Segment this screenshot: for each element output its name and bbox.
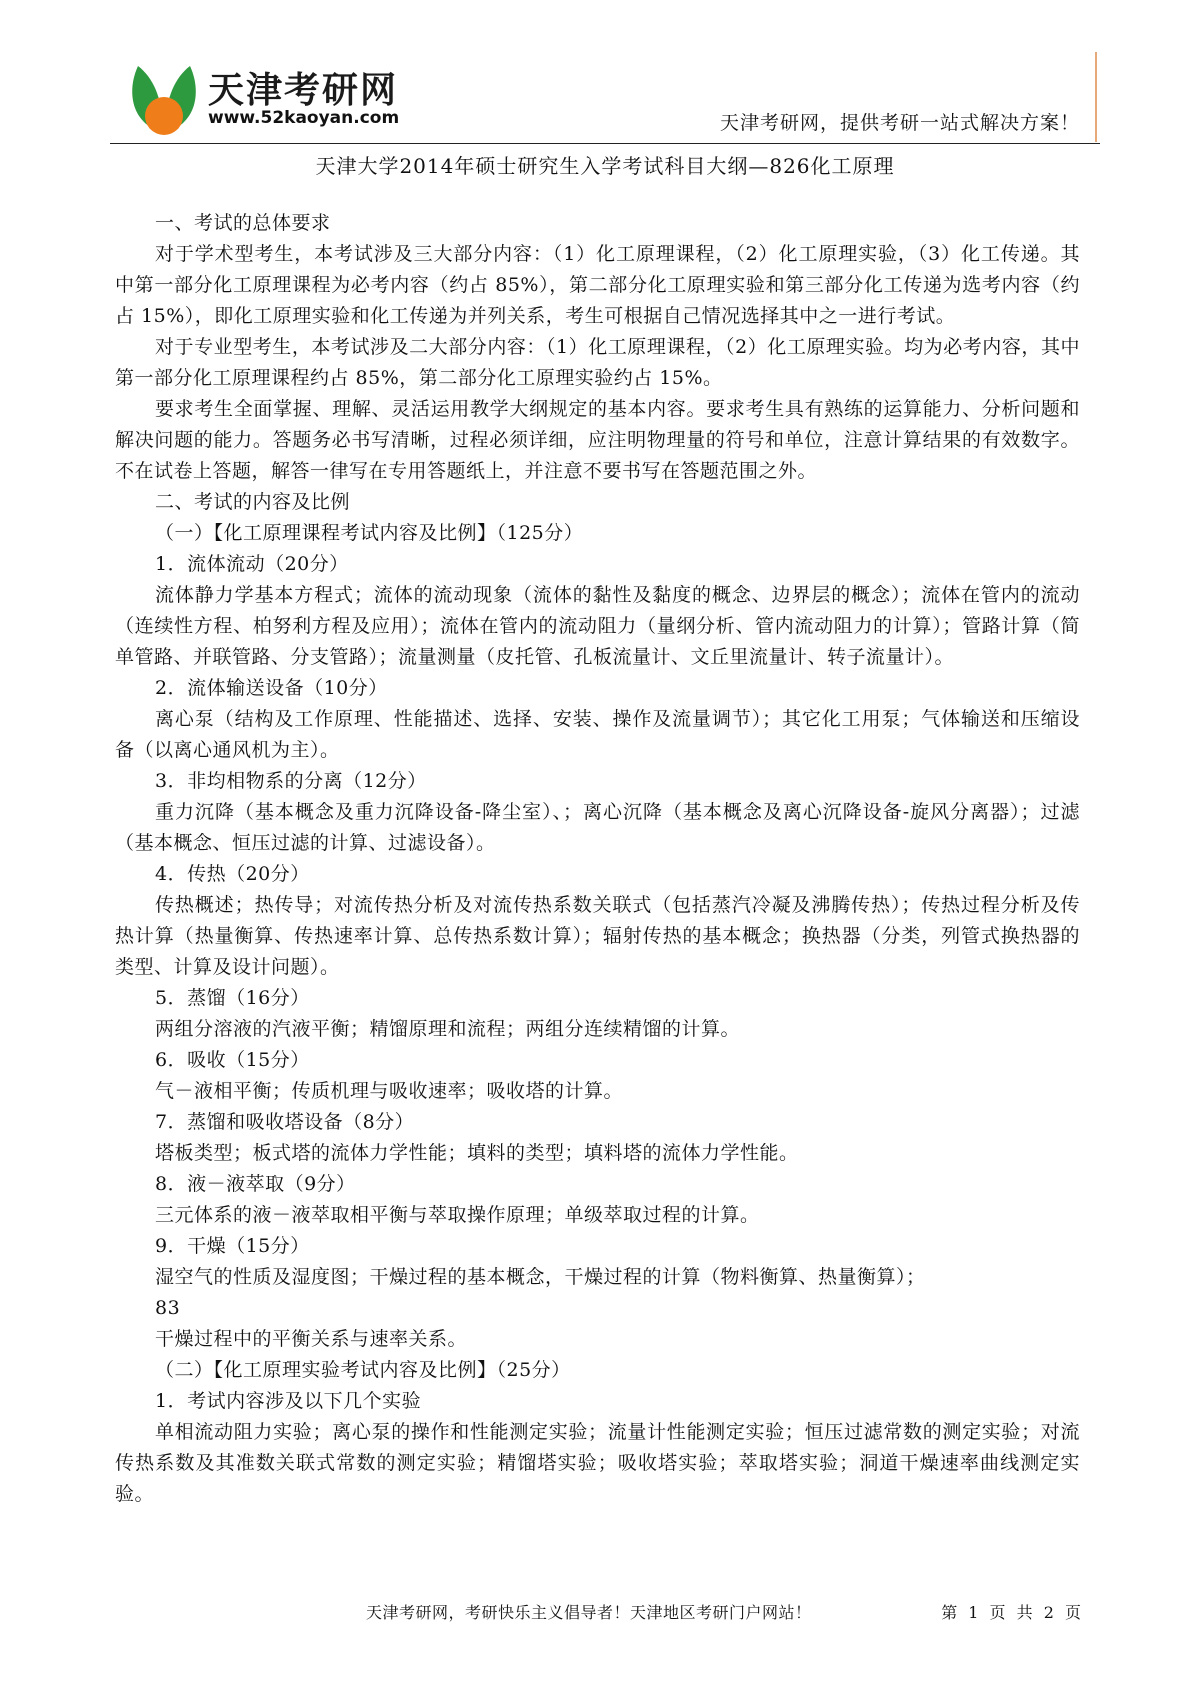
- topic-heading: 9．干燥（15分）: [155, 1235, 310, 1257]
- topic-heading: 8．液－液萃取（9分）: [155, 1173, 356, 1195]
- page-number: 第 1 页 共 2 页: [941, 1603, 1081, 1622]
- subsection-heading: （一）【化工原理课程考试内容及比例】（125分）: [155, 522, 584, 544]
- topic-heading: 6．吸收（15分）: [155, 1049, 310, 1071]
- body-paragraph: 单相流动阻力实验；离心泵的操作和性能测定实验；流量计性能测定实验；恒压过滤常数的测定实验；对流传热系数及其准数关联式常数的测定实验；精馏塔实验；吸收塔实验；萃取塔实验；洞道干燥速率曲线测定实验。: [115, 1421, 1080, 1505]
- body-paragraph: 两组分溶液的汽液平衡；精馏原理和流程；两组分连续精馏的计算。: [155, 1018, 741, 1040]
- topic-heading: 7．蒸馏和吸收塔设备（8分）: [155, 1111, 415, 1133]
- topic-heading: 1．考试内容涉及以下几个实验: [155, 1390, 422, 1412]
- body-paragraph: 对于专业型考生，本考试涉及二大部分内容：（1）化工原理课程，（2）化工原理实验。均为必考内容，其中第一部分化工原理课程约占 85%，第二部分化工原理实验约占 15%。: [115, 336, 1080, 389]
- body-paragraph: 三元体系的液－液萃取相平衡与萃取操作原理；单级萃取过程的计算。: [155, 1204, 760, 1226]
- stray-number: 83: [155, 1297, 181, 1319]
- subsection-heading: （二）【化工原理实验考试内容及比例】（25分）: [155, 1359, 571, 1381]
- site-url[interactable]: www.52kaoyan.com: [208, 108, 400, 128]
- brand-name: 天津考研网: [208, 70, 399, 111]
- section-heading: 二、考试的内容及比例: [155, 491, 351, 513]
- topic-heading: 1．流体流动（20分）: [155, 553, 349, 575]
- body-paragraph: 湿空气的性质及湿度图；干燥过程的基本概念，干燥过程的计算（物料衡算、热量衡算）；: [155, 1266, 926, 1288]
- body-paragraph: 重力沉降（基本概念及重力沉降设备-降尘室）、；离心沉降（基本概念及离心沉降设备-旋风分离器）；过滤（基本概念、恒压过滤的计算、过滤设备）。: [115, 801, 1080, 854]
- topic-heading: 3．非均相物系的分离（12分）: [155, 770, 427, 792]
- body-paragraph: 对于学术型考生，本考试涉及三大部分内容：（1）化工原理课程，（2）化工原理实验，（3）化工传递。其中第一部分化工原理课程为必考内容（约占 85%），第二部分化工原理实验和第三部分化工传递为选考内容（约占 15%），即化工原理实验和化工传递为并列关系，考生可根据自己情况选择其中之一进行考试。: [115, 243, 1080, 327]
- body-paragraph: 流体静力学基本方程式；流体的流动现象（流体的黏性及黏度的概念、边界层的概念）；流体在管内的流动（连续性方程、柏努利方程及应用）；流体在管内的流动阻力（量纲分析、管内流动阻力的计算）；管路计算（简单管路、并联管路、分支管路）；流量测量（皮托管、孔板流量计、文丘里流量计、转子流量计）。: [115, 584, 1080, 668]
- document-body: [115, 208, 1080, 1510]
- header-slogan: 天津考研网，提供考研一站式解决方案！: [719, 112, 1080, 134]
- logo-icon: [124, 58, 204, 138]
- page-header: [110, 50, 1100, 145]
- topic-heading: 2．流体输送设备（10分）: [155, 677, 388, 699]
- document-title: 天津大学2014年硕士研究生入学考试科目大纲—826化工原理: [315, 154, 895, 178]
- body-paragraph: 要求考生全面掌握、理解、灵活运用教学大纲规定的基本内容。要求考生具有熟练的运算能力、分析问题和解决问题的能力。答题务必书写清晰，过程必须详细，应注明物理量的符号和单位，注意计算结果的有效数字。不在试卷上答题，解答一律写在专用答题纸上，并注意不要书写在答题范围之外。: [115, 398, 1080, 482]
- body-paragraph: 塔板类型；板式塔的流体力学性能；填料的类型；填料塔的流体力学性能。: [155, 1142, 799, 1164]
- body-paragraph: 传热概述；热传导；对流传热分析及对流传热系数关联式（包括蒸汽冷凝及沸腾传热）；传热过程分析及传热计算（热量衡算、传热速率计算、总传热系数计算）；辐射传热的基本概念；换热器（分类，列管式换热器的类型、计算及设计问题）。: [115, 894, 1080, 978]
- header-accent-line: [1095, 52, 1097, 142]
- topic-heading: 4．传热（20分）: [155, 863, 310, 885]
- footer-text: 天津考研网，考研快乐主义倡导者！天津地区考研门户网站！: [366, 1603, 812, 1622]
- section-heading: 一、考试的总体要求: [155, 212, 331, 234]
- body-paragraph: 干燥过程中的平衡关系与速率关系。: [155, 1328, 468, 1350]
- topic-heading: 5．蒸馏（16分）: [155, 987, 310, 1009]
- body-paragraph: 离心泵（结构及工作原理、性能描述、选择、安装、操作及流量调节）；其它化工用泵；气体输送和压缩设备（以离心通风机为主）。: [115, 708, 1080, 761]
- body-paragraph: 气－液相平衡；传质机理与吸收速率；吸收塔的计算。: [155, 1080, 624, 1102]
- header-divider: [110, 143, 1100, 144]
